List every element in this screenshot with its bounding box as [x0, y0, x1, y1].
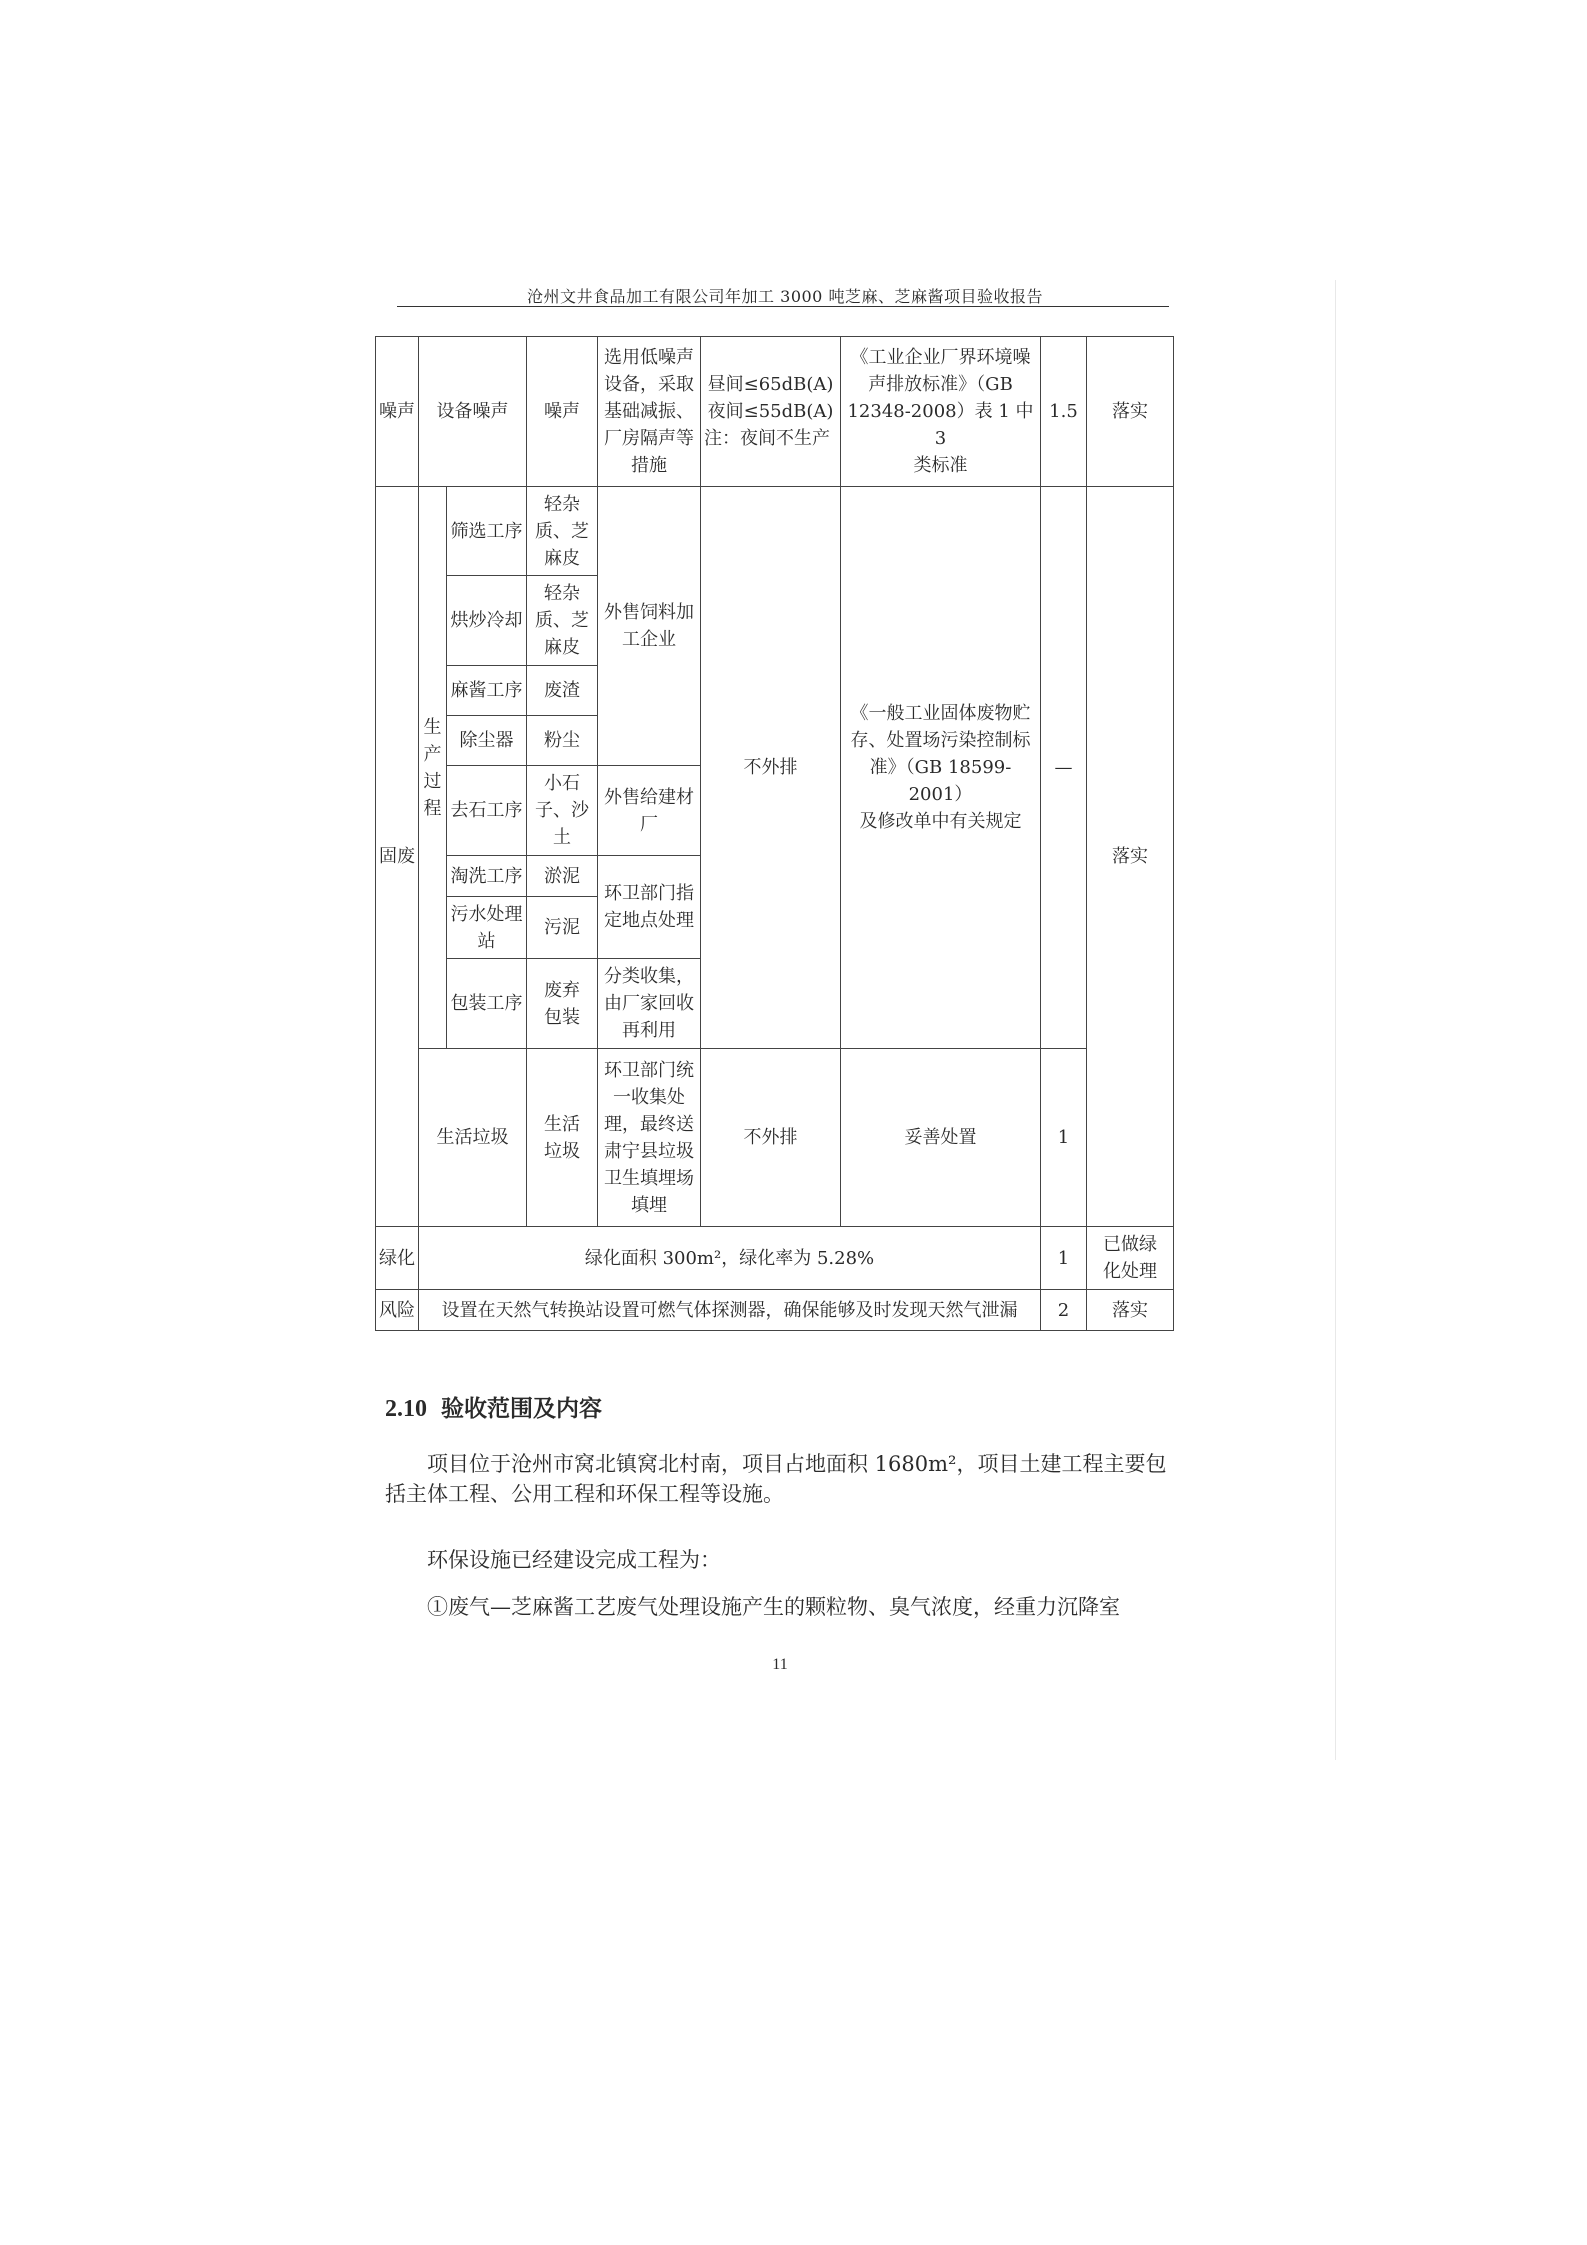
waste-name: 轻杂 质、芝 麻皮 — [527, 576, 598, 666]
risk-category: 风险 — [376, 1290, 419, 1331]
solid-category: 固废 — [376, 487, 419, 1227]
process-name: 麻酱工序 — [447, 666, 527, 716]
domestic-standard: 妥善处置 — [841, 1049, 1041, 1227]
green-investment: 1 — [1041, 1227, 1087, 1290]
process-name: 筛选工序 — [447, 487, 527, 576]
noise-category: 噪声 — [376, 337, 419, 487]
section-heading — [385, 1390, 602, 1423]
solid-row-screening — [376, 487, 1174, 576]
paragraph-location: 项目位于沧州市窝北镇窝北村南，项目占地面积 1680m²，项目土建工程主要包括主体工程、公用工程和环保工程等设施。 — [385, 1452, 1167, 1506]
environmental-measures-table — [375, 336, 1174, 1331]
process-name: 淘洗工序 — [447, 856, 527, 897]
noise-status: 落实 — [1087, 337, 1174, 487]
production-process-label: 生 产 过 程 — [419, 487, 447, 1049]
green-row — [376, 1227, 1174, 1290]
solid-status: 落实 — [1087, 487, 1174, 1227]
process-name: 污水处理 站 — [447, 897, 527, 959]
green-description: 绿化面积 300m²，绿化率为 5.28% — [419, 1227, 1041, 1290]
domestic-source: 生活垃圾 — [419, 1049, 527, 1227]
risk-row — [376, 1290, 1174, 1331]
waste-name: 轻杂 质、芝 麻皮 — [527, 487, 598, 576]
noise-standard: 《工业企业厂界环境噪 声排放标准》（GB 12348-2008）表 1 中 3 类标准 — [841, 337, 1041, 487]
noise-row — [376, 337, 1174, 487]
solid-row-domestic — [376, 1049, 1174, 1227]
noise-measure: 选用低噪声 设备，采取 基础减振、 厂房隔声等 措施 — [598, 337, 701, 487]
disposal-sanitation: 环卫部门指 定地点处理 — [598, 856, 701, 959]
risk-status: 落实 — [1087, 1290, 1174, 1331]
production-limit: 不外排 — [701, 487, 841, 1049]
page-header: 沧州文井食品加工有限公司年加工 3000 吨芝麻、芝麻酱项目验收报告 — [527, 287, 1043, 306]
process-name: 除尘器 — [447, 716, 527, 766]
production-investment: — — [1041, 487, 1087, 1049]
waste-name: 污泥 — [527, 897, 598, 959]
page-number: 11 — [772, 1656, 788, 1673]
disposal-recycle: 分类收集， 由厂家回收 再利用 — [598, 959, 701, 1049]
header-rule — [397, 306, 1169, 307]
domestic-waste: 生活 垃圾 — [527, 1049, 598, 1227]
waste-name: 废渣 — [527, 666, 598, 716]
green-status: 已做绿 化处理 — [1087, 1227, 1174, 1290]
section-number: 2.10 — [385, 1396, 427, 1422]
disposal-feed: 外售饲料加 工企业 — [598, 487, 701, 766]
waste-name: 小石 子、沙 土 — [527, 766, 598, 856]
risk-description: 设置在天然气转换站设置可燃气体探测器，确保能够及时发现天然气泄漏 — [419, 1290, 1041, 1331]
process-name: 烘炒冷却 — [447, 576, 527, 666]
noise-source: 设备噪声 — [419, 337, 527, 487]
process-name: 去石工序 — [447, 766, 527, 856]
green-category: 绿化 — [376, 1227, 419, 1290]
noise-investment: 1.5 — [1041, 337, 1087, 487]
domestic-disposal: 环卫部门统 一收集处 理，最终送 肃宁县垃圾 卫生填埋场 填埋 — [598, 1049, 701, 1227]
section-title-text: 验收范围及内容 — [441, 1396, 603, 1422]
scan-edge-line — [1335, 280, 1336, 1760]
noise-limit: 昼间≤65dB(A) 夜间≤55dB(A) 注：夜间不生产 — [701, 337, 841, 487]
paragraph-exhaust-gas: ①废气—芝麻酱工艺废气处理设施产生的颗粒物、臭气浓度，经重力沉降室 — [427, 1595, 1120, 1619]
paragraph-completed-facilities: 环保设施已经建设完成工程为： — [427, 1548, 721, 1572]
disposal-building: 外售给建材 厂 — [598, 766, 701, 856]
domestic-limit: 不外排 — [701, 1049, 841, 1227]
risk-investment: 2 — [1041, 1290, 1087, 1331]
process-name: 包装工序 — [447, 959, 527, 1049]
solid-standard: 《一般工业固体废物贮 存、处置场污染控制标 准》（GB 18599-2001） 及修改单中有关规定 — [841, 487, 1041, 1049]
waste-name: 粉尘 — [527, 716, 598, 766]
waste-name: 废弃 包装 — [527, 959, 598, 1049]
domestic-investment: 1 — [1041, 1049, 1087, 1227]
noise-pollutant: 噪声 — [527, 337, 598, 487]
waste-name: 淤泥 — [527, 856, 598, 897]
